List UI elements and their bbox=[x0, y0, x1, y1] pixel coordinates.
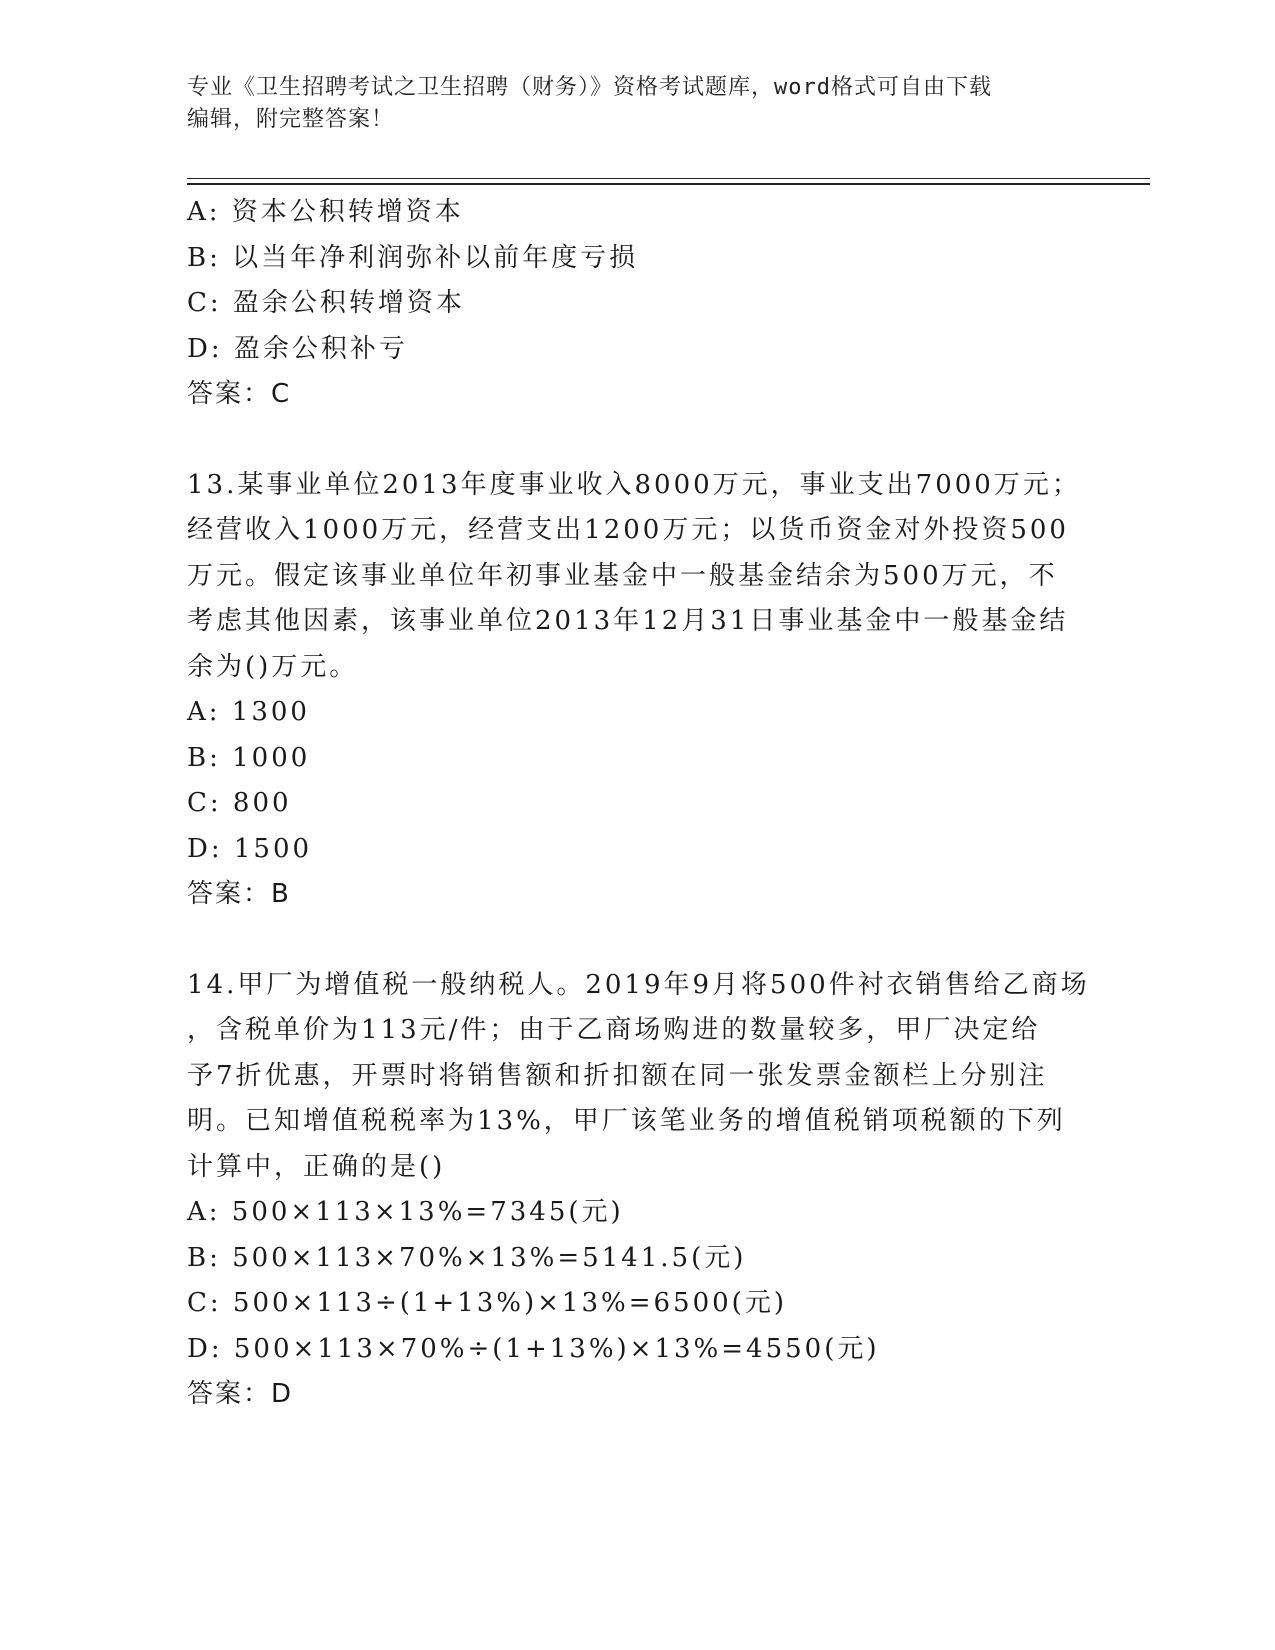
spacer bbox=[187, 418, 1087, 463]
stem-line: 予7折优惠，开票时将销售额和折扣额在同一张发票金额栏上分别注 bbox=[187, 1060, 1048, 1091]
question-14-options bbox=[187, 1190, 1087, 1372]
question-content bbox=[187, 190, 1090, 1418]
option-b: B: 以当年净利润弥补以前年度亏损 bbox=[187, 242, 639, 273]
option-d: D: 1500 bbox=[187, 833, 313, 864]
option-d: D: 500×113×70%÷(1+13%)×13%=4550(元) bbox=[187, 1333, 880, 1364]
stem-line: 经营收入1000万元，经营支出1200万元；以货币资金对外投资500 bbox=[187, 515, 1069, 545]
stem-line: 13.某事业单位2013年度事业收入8000万元，事业支出7000万元； bbox=[187, 469, 1081, 500]
question-13-options bbox=[187, 690, 1087, 872]
stem-line: 考虑其他因素，该事业单位2013年12月31日事业基金中一般基金结 bbox=[187, 606, 1069, 636]
stem-line: 余为()万元。 bbox=[187, 651, 359, 682]
option-a: A: 资本公积转增资本 bbox=[187, 197, 464, 227]
question-13-answer: 答案：B bbox=[187, 879, 291, 909]
stem-line: 计算中，正确的是() bbox=[187, 1151, 446, 1182]
option-b: B: 500×113×70%×13%=5141.5(元) bbox=[187, 1242, 747, 1273]
question-14-stem bbox=[187, 963, 1090, 1191]
stem-line: 明。已知增值税税率为13%，甲厂该笔业务的增值税销项税额的下列 bbox=[187, 1106, 1066, 1136]
document-header bbox=[187, 72, 1087, 136]
spacer bbox=[187, 918, 1087, 963]
header-divider-thin bbox=[187, 178, 1150, 179]
option-c: C: 800 bbox=[187, 788, 292, 818]
question-12-answer: 答案：C bbox=[187, 379, 292, 409]
option-d: D: 盈余公积补亏 bbox=[187, 333, 408, 364]
option-b: B: 1000 bbox=[187, 742, 311, 773]
header-line-2: 编辑，附完整答案！ bbox=[187, 107, 395, 132]
option-c: C: 盈余公积转增资本 bbox=[187, 288, 465, 318]
header-line-1: 专业《卫生招聘考试之卫生招聘（财务）》资格考试题库，word格式可自由下载 bbox=[187, 75, 992, 100]
question-14-answer: 答案：D bbox=[187, 1379, 294, 1409]
option-a: A: 1300 bbox=[187, 697, 310, 727]
option-c: C: 500×113÷(1+13%)×13%=6500(元) bbox=[187, 1288, 787, 1318]
question-13-stem bbox=[187, 463, 1087, 691]
header-divider-thick bbox=[187, 183, 1150, 185]
stem-line: ，含税单价为113元/件；由于乙商场购进的数量较多，甲厂决定给 bbox=[187, 1015, 1041, 1045]
stem-line: 14.甲厂为增值税一般纳税人。2019年9月将500件衬衣销售给乙商场 bbox=[187, 969, 1090, 1000]
question-12-options bbox=[187, 190, 1087, 372]
stem-line: 万元。假定该事业单位年初事业基金中一般基金结余为500万元，不 bbox=[187, 560, 1058, 591]
option-a: A: 500×113×13%=7345(元) bbox=[187, 1197, 624, 1227]
